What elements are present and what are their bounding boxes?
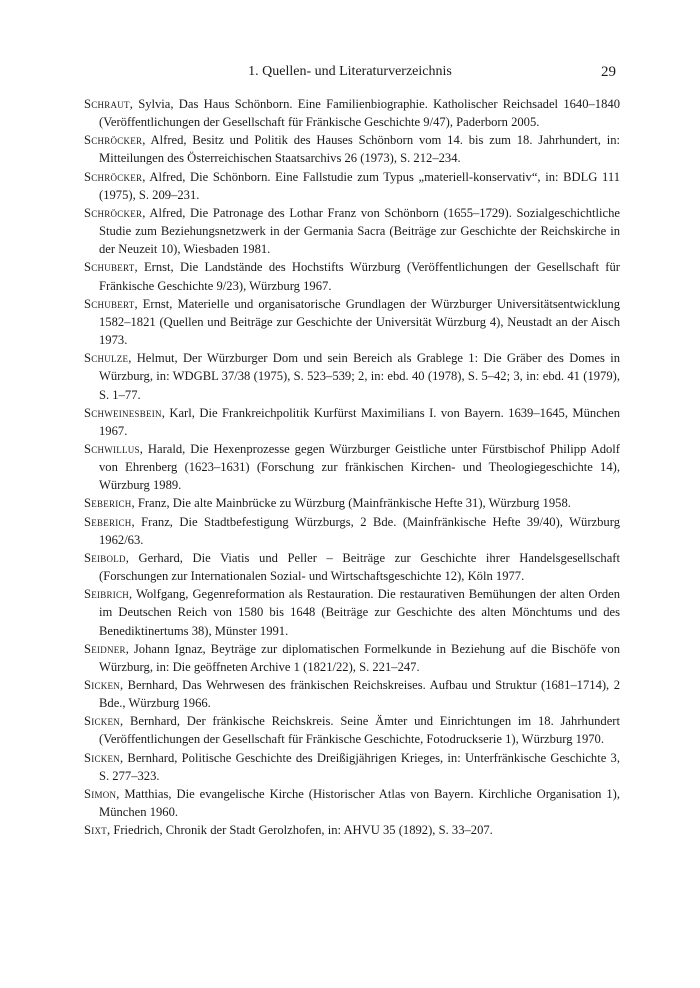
bibliography-entry bbox=[84, 640, 620, 676]
entry-text: , Johann Ignaz, Beyträge zur diplomatischen Formelkunde in Beziehung auf die Bischöfe von Würzburg, in: Die geöffneten Archive 1 (1821/22), S. 221–247. bbox=[99, 641, 620, 674]
entry-text: , Matthias, Die evangelische Kirche (Historischer Atlas von Bayern. Kirchliche Organisation 1), München 1960. bbox=[99, 786, 620, 820]
entry-author: Schraut bbox=[84, 97, 130, 111]
entry-text: , Sylvia, Das Haus Schönborn. Eine Familienbiographie. Katholischer Reichsadel 1640–1840 (Veröffentlichungen der Gesellschaft für Fränkische Geschichte 9/47), Paderborn 2005. bbox=[99, 97, 620, 130]
running-head bbox=[84, 62, 616, 82]
bibliography-entry bbox=[84, 258, 620, 294]
page-number: 29 bbox=[601, 64, 616, 80]
entry-author: Schwillus bbox=[84, 441, 140, 456]
entry-author: Seibrich bbox=[84, 587, 130, 602]
bibliography-entry bbox=[84, 95, 620, 131]
entry-text: , Alfred, Die Patronage des Lothar Franz von Schönborn (1655–1729). Sozialgeschichtliche Studie zum Beziehungsnetzwerk in der Germania Sacra (Beiträge zur Geschichte der Reichskirche in der Neuzeit 10), Wiesbaden 1981. bbox=[99, 205, 620, 257]
entry-author: Seberich bbox=[84, 514, 132, 529]
entry-text: , Bernhard, Das Wehrwesen des fränkischen Reichskreises. Aufbau und Struktur (1681–1714), 2 Bde., Würzburg 1966. bbox=[99, 678, 620, 711]
entry-author: Schröcker bbox=[84, 133, 143, 148]
entry-text: , Friedrich, Chronik der Stadt Gerolzhofen, in: AHVU 35 (1892), S. 33–207. bbox=[107, 823, 493, 838]
bibliography-entry bbox=[84, 494, 620, 512]
entry-text: , Helmut, Der Würzburger Dom und sein Bereich als Grablege 1: Die Gräber des Domes in Würzburg, in: WDGBL 37/38 (1975), S. 523–539; 2, in: ebd. 40 (1978), S. 5–42; 3, in: ebd. 41 (1979), S. 1–77. bbox=[99, 351, 620, 402]
entry-text: , Bernhard, Der fränkische Reichskreis. Seine Ämter und Einrichtungen im 18. Jahrhundert (Veröffentlichungen der Gesellschaft für Fränkische Geschichte, Fotodruckserie 1), Würzburg 1970. bbox=[99, 714, 620, 747]
bibliography-entry bbox=[84, 513, 620, 549]
entry-author: Simon bbox=[84, 786, 117, 801]
entry-text: , Karl, Die Frankreichpolitik Kurfürst Maximilians I. von Bayern. 1639–1645, München 1967. bbox=[99, 405, 620, 438]
bibliography-entry bbox=[84, 131, 620, 167]
entry-author: Sicken bbox=[84, 678, 121, 692]
bibliography-entry bbox=[84, 821, 620, 839]
entry-author: Seberich bbox=[84, 496, 132, 511]
entry-text: , Franz, Die alte Mainbrücke zu Würzburg (Mainfränkische Hefte 31), Würzburg 1958. bbox=[131, 496, 571, 511]
entry-text: , Ernst, Die Landstände des Hochstifts Würzburg (Veröffentlichungen der Gesellschaft für Fränkische Geschichte 9/23), Würzburg 1967. bbox=[99, 260, 620, 293]
entry-author: Sixt bbox=[84, 823, 108, 838]
entry-author: Schubert bbox=[84, 296, 135, 311]
bibliography-entry bbox=[84, 785, 620, 821]
entry-author: Seibold bbox=[84, 550, 126, 565]
bibliography-entry bbox=[84, 549, 620, 585]
bibliography-entry bbox=[84, 404, 620, 440]
entry-author: Sicken bbox=[84, 714, 121, 729]
entry-author: Schweinesbein bbox=[84, 405, 162, 420]
entry-author: Schröcker bbox=[84, 169, 143, 184]
chapter-title: 1. Quellen- und Literaturverzeichnis bbox=[248, 64, 452, 79]
entry-text: , Gerhard, Die Viatis und Peller – Beiträge zur Geschichte ihrer Handelsgesellschaft (Forschungen zur Internationalen Sozial- und Wirtschaftsgeschichte 12), Köln 1977. bbox=[99, 550, 620, 584]
entry-author: Schröcker bbox=[84, 205, 143, 220]
bibliography-list bbox=[84, 95, 620, 839]
bibliography-entry bbox=[84, 168, 620, 204]
entry-text: , Alfred, Besitz und Politik des Hauses Schönborn vom 14. bis zum 18. Jahrhundert, in: Mitteilungen des Österreichischen Staatsarchivs 26 (1973), S. 212–234. bbox=[99, 133, 620, 166]
bibliography-entry bbox=[84, 585, 620, 639]
entry-text: , Wolfgang, Gegenreformation als Restauration. Die restaurativen Bemühungen der alten Orden im Deutschen Reich von 1580 bis 1648 (Beiträge zur Geschichte des alten Mönchtums und des Benediktinertums 38), Münster 1991. bbox=[99, 587, 620, 638]
entry-author: Schulze bbox=[84, 351, 129, 366]
entry-author: Sicken bbox=[84, 750, 121, 765]
bibliography-entry bbox=[84, 204, 620, 258]
entry-text: , Alfred, Die Schönborn. Eine Fallstudie zum Typus „materiell-konservativ“, in: BDLG 111 (1975), S. 209–231. bbox=[99, 169, 620, 202]
entry-text: , Franz, Die Stadtbefestigung Würzburgs, 2 Bde. (Mainfränkische Hefte 39/40), Würzburg 1962/63. bbox=[99, 514, 620, 547]
bibliography-entry bbox=[84, 295, 620, 349]
entry-text: , Harald, Die Hexenprozesse gegen Würzburger Geistliche unter Fürstbischof Philipp Adolf von Ehrenberg (1623–1631) (Forschung zur fränkischen Kirchen- und Theologiegeschichte 14), Würzburg 1989. bbox=[99, 441, 620, 493]
entry-author: Seidner bbox=[84, 641, 126, 656]
entry-text: , Bernhard, Politische Geschichte des Dreißigjährigen Krieges, in: Unterfränkische Geschichte 3, S. 277–323. bbox=[99, 750, 620, 783]
bibliography-entry bbox=[84, 749, 620, 785]
bibliography-entry bbox=[84, 676, 620, 712]
bibliography-entry bbox=[84, 712, 620, 748]
entry-text: , Ernst, Materielle und organisatorische Grundlagen der Würzburger Universitätsentwicklung 1582–1821 (Quellen und Beiträge zur Geschichte der Universität Würzburg 4), Neustadt an der Aisch 1973. bbox=[99, 296, 620, 348]
entry-author: Schubert bbox=[84, 260, 135, 275]
bibliography-entry bbox=[84, 349, 620, 403]
bibliography-entry bbox=[84, 440, 620, 494]
